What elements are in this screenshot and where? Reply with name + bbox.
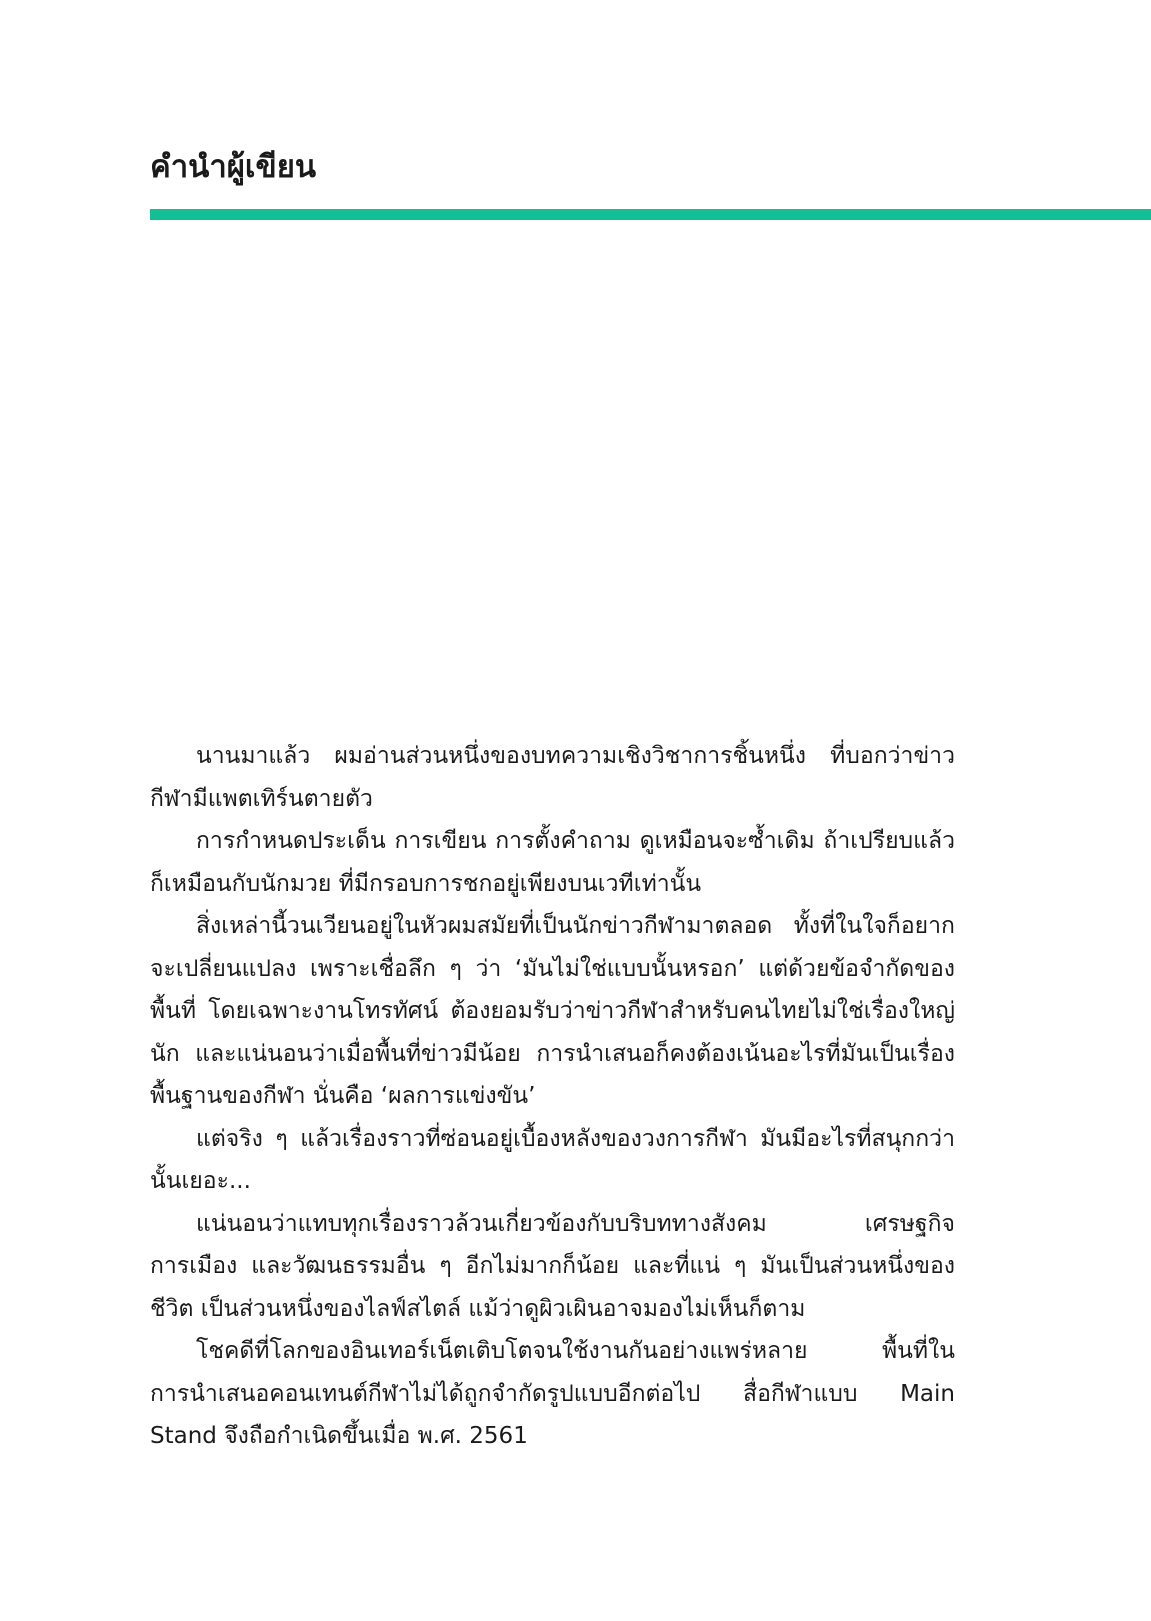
paragraph: โชคดีที่โลกของอินเทอร์เน็ตเติบโตจนใช้งานกันอย่างแพร่หลาย พื้นที่ในการนำเสนอคอนเทนต์กีฬาไม่ได้ถูกจำกัดรูปแบบอีกต่อไป สื่อกีฬาแบบ Main Stand จึงถือกำเนิดขึ้นเมื่อ พ.ศ. 2561 xyxy=(150,1338,955,1449)
paragraph: แต่จริง ๆ แล้วเรื่องราวที่ซ่อนอยู่เบื้องหลังของวงการกีฬา มันมีอะไรที่สนุกกว่านั้นเยอะ... xyxy=(150,1125,955,1194)
title-underline-rule xyxy=(150,209,1151,220)
paragraph: แน่นอนว่าแทบทุกเรื่องราวล้วนเกี่ยวข้องกับบริบททางสังคม เศรษฐกิจ การเมือง และวัฒนธรรมอื่น ๆ อีกไม่มากก็น้อย และที่แน่ ๆ มันเป็นส่วนหนึ่งของชีวิต เป็นส่วนหนึ่งของไลฟ์สไตล์ แม้ว่าดูผิวเผินอาจมองไม่เห็นก็ตาม xyxy=(150,1210,955,1322)
body-text xyxy=(150,735,955,1458)
page-title: คำนำผู้เขียน xyxy=(150,149,317,185)
paragraph: การกำหนดประเด็น การเขียน การตั้งคำถาม ดูเหมือนจะซ้ำเดิม ถ้าเปรียบแล้วก็เหมือนกับนักมวย ที่มีกรอบการชกอยู่เพียงบนเวทีเท่านั้น xyxy=(150,828,955,897)
paragraph: สิ่งเหล่านี้วนเวียนอยู่ในหัวผมสมัยที่เป็นนักข่าวกีฬามาตลอด ทั้งที่ในใจก็อยากจะเปลี่ยนแปลง เพราะเชื่อลึก ๆ ว่า ‘มันไม่ใช่แบบนั้นหรอก’ แต่ด้วยข้อจำกัดของพื้นที่ โดยเฉพาะงานโทรทัศน์ ต้องยอมรับว่าข่าวกีฬาสำหรับคนไทยไม่ใช่เรื่องใหญ่นัก และแน่นอนว่าเมื่อพื้นที่ข่าวมีน้อย การนำเสนอก็คงต้องเน้นอะไรที่มันเป็นเรื่องพื้นฐานของกีฬา นั่นคือ ‘ผลการแข่งขัน’ xyxy=(150,913,955,1109)
paragraph: นานมาแล้ว ผมอ่านส่วนหนึ่งของบทความเชิงวิชาการชิ้นหนึ่ง ที่บอกว่าข่าวกีฬามีแพตเทิร์นตายตัว xyxy=(150,743,955,812)
